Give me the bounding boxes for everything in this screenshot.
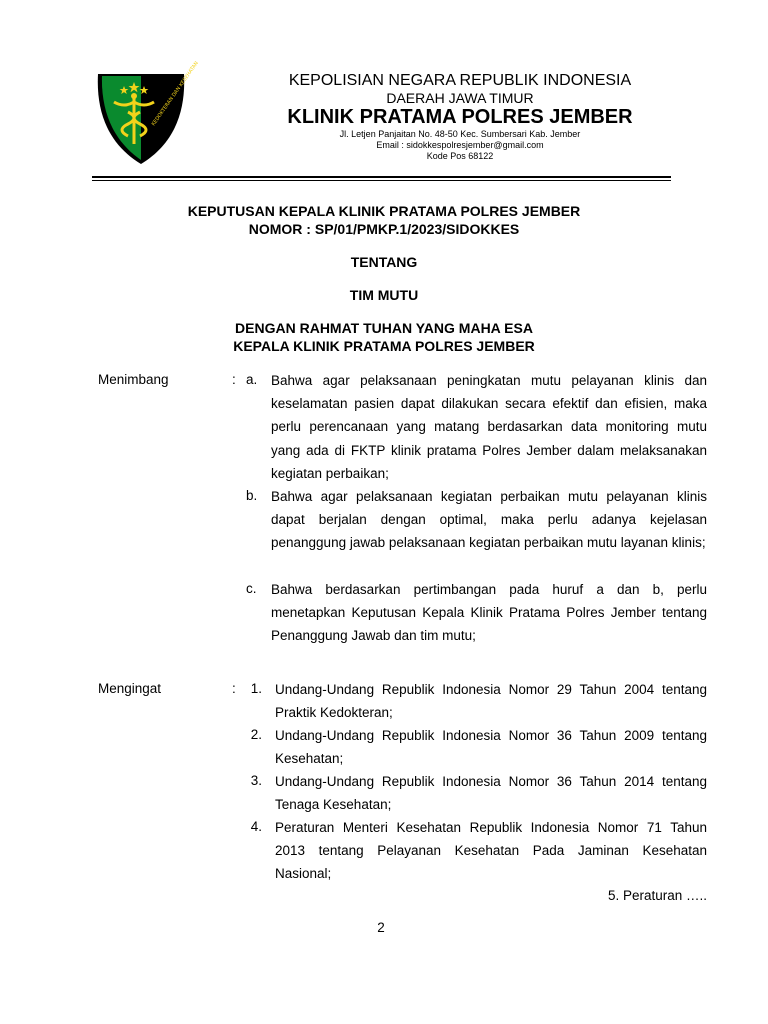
letterhead-rule-thick [92,176,671,178]
mengingat-colon: : [232,681,236,696]
menimbang-item-b-text: Bahwa agar pelaksanaan kegiatan perbaikan mutu pelayanan klinis dapat berjalan dengan optimal, maka perlu adanya kejelasan penanggung jawab pelaksanaan kegiatan perbaikan mutu layanan klinis; [271,489,707,551]
mengingat-item-4-marker: 4. [250,819,262,834]
decree-tentang: TENTANG [350,254,418,270]
decree-title: KEPUTUSAN KEPALA KLINIK PRATAMA POLRES JEMBER [187,203,581,219]
decree-preamble-line1: DENGAN RAHMAT TUHAN YANG MAHA ESA [235,320,533,336]
mengingat-item-1-text: Undang-Undang Republik Indonesia Nomor 29 Tahun 2004 tentang Praktik Kedokteran; [275,682,707,721]
decree-number: NOMOR : SP/01/PMKP.1/2023/SIDOKKES [248,221,520,237]
menimbang-item-b-marker: b. [246,488,258,503]
letterhead-address: Jl. Letjen Panjaitan No. 48-50 Kec. Sumbersari Kab. Jember [339,129,581,139]
letterhead-rule-thin [92,180,671,181]
mengingat-item-3-text: Undang-Undang Republik Indonesia Nomor 36 Tahun 2014 tentang Tenaga Kesehatan; [275,774,707,813]
menimbang-item-c-marker: c. [246,581,257,596]
svg-text:KEDOKTERAN DAN KESEHATAN: KEDOKTERAN DAN KESEHATAN [150,60,200,128]
decree-preamble-line2: KEPALA KLINIK PRATAMA POLRES JEMBER [233,338,535,354]
clinic-logo [94,60,200,166]
letterhead-org-line2: DAERAH JAWA TIMUR [386,90,534,106]
continuation-catchword: 5. Peraturan ….. [607,888,707,903]
menimbang-item-c-text: Bahwa berdasarkan pertimbangan pada huruf a dan b, perlu menetapkan Keputusan Kepala Klinik Pratama Polres Jember tentang Penanggung Jawab dan tim mutu; [271,582,707,644]
letterhead-org-line1: KEPOLISIAN NEGARA REPUBLIK INDONESIA [288,72,632,89]
mengingat-item-4-text: Peraturan Menteri Kesehatan Republik Indonesia Nomor 71 Tahun 2013 tentang Pelayanan Kesehatan Pada Jaminan Kesehatan Nasional; [275,820,707,882]
mengingat-item-3-marker: 3. [250,773,262,788]
mengingat-item-2-text: Undang-Undang Republik Indonesia Nomor 36 Tahun 2009 tentang Kesehatan; [275,728,707,767]
letterhead-postal-code: Kode Pos 68122 [426,151,494,161]
menimbang-label: Menimbang [98,372,169,387]
decree-subject: TIM MUTU [349,287,419,303]
mengingat-item-1-marker: 1. [250,681,262,696]
mengingat-item-2-marker: 2. [250,727,262,742]
page-number: 2 [377,920,385,935]
letterhead-clinic-name: KLINIK PRATAMA POLRES JEMBER [287,106,633,128]
menimbang-colon: : [232,372,236,387]
letterhead-email: Email : sidokkespolresjember@gmail.com [376,140,544,150]
menimbang-item-a-marker: a. [246,372,258,387]
menimbang-item-a-text: Bahwa agar pelaksanaan peningkatan mutu pelayanan klinis dan keselamatan pasien dapat dilakukan secara efektif dan efisien, maka perlu perencanaan yang matang berdasarkan data monitoring mutu yang ada di FKTP klinik pratama Polres Jember dalam melaksanakan kegiatan perbaikan; [271,373,707,481]
mengingat-label: Mengingat [98,681,162,696]
